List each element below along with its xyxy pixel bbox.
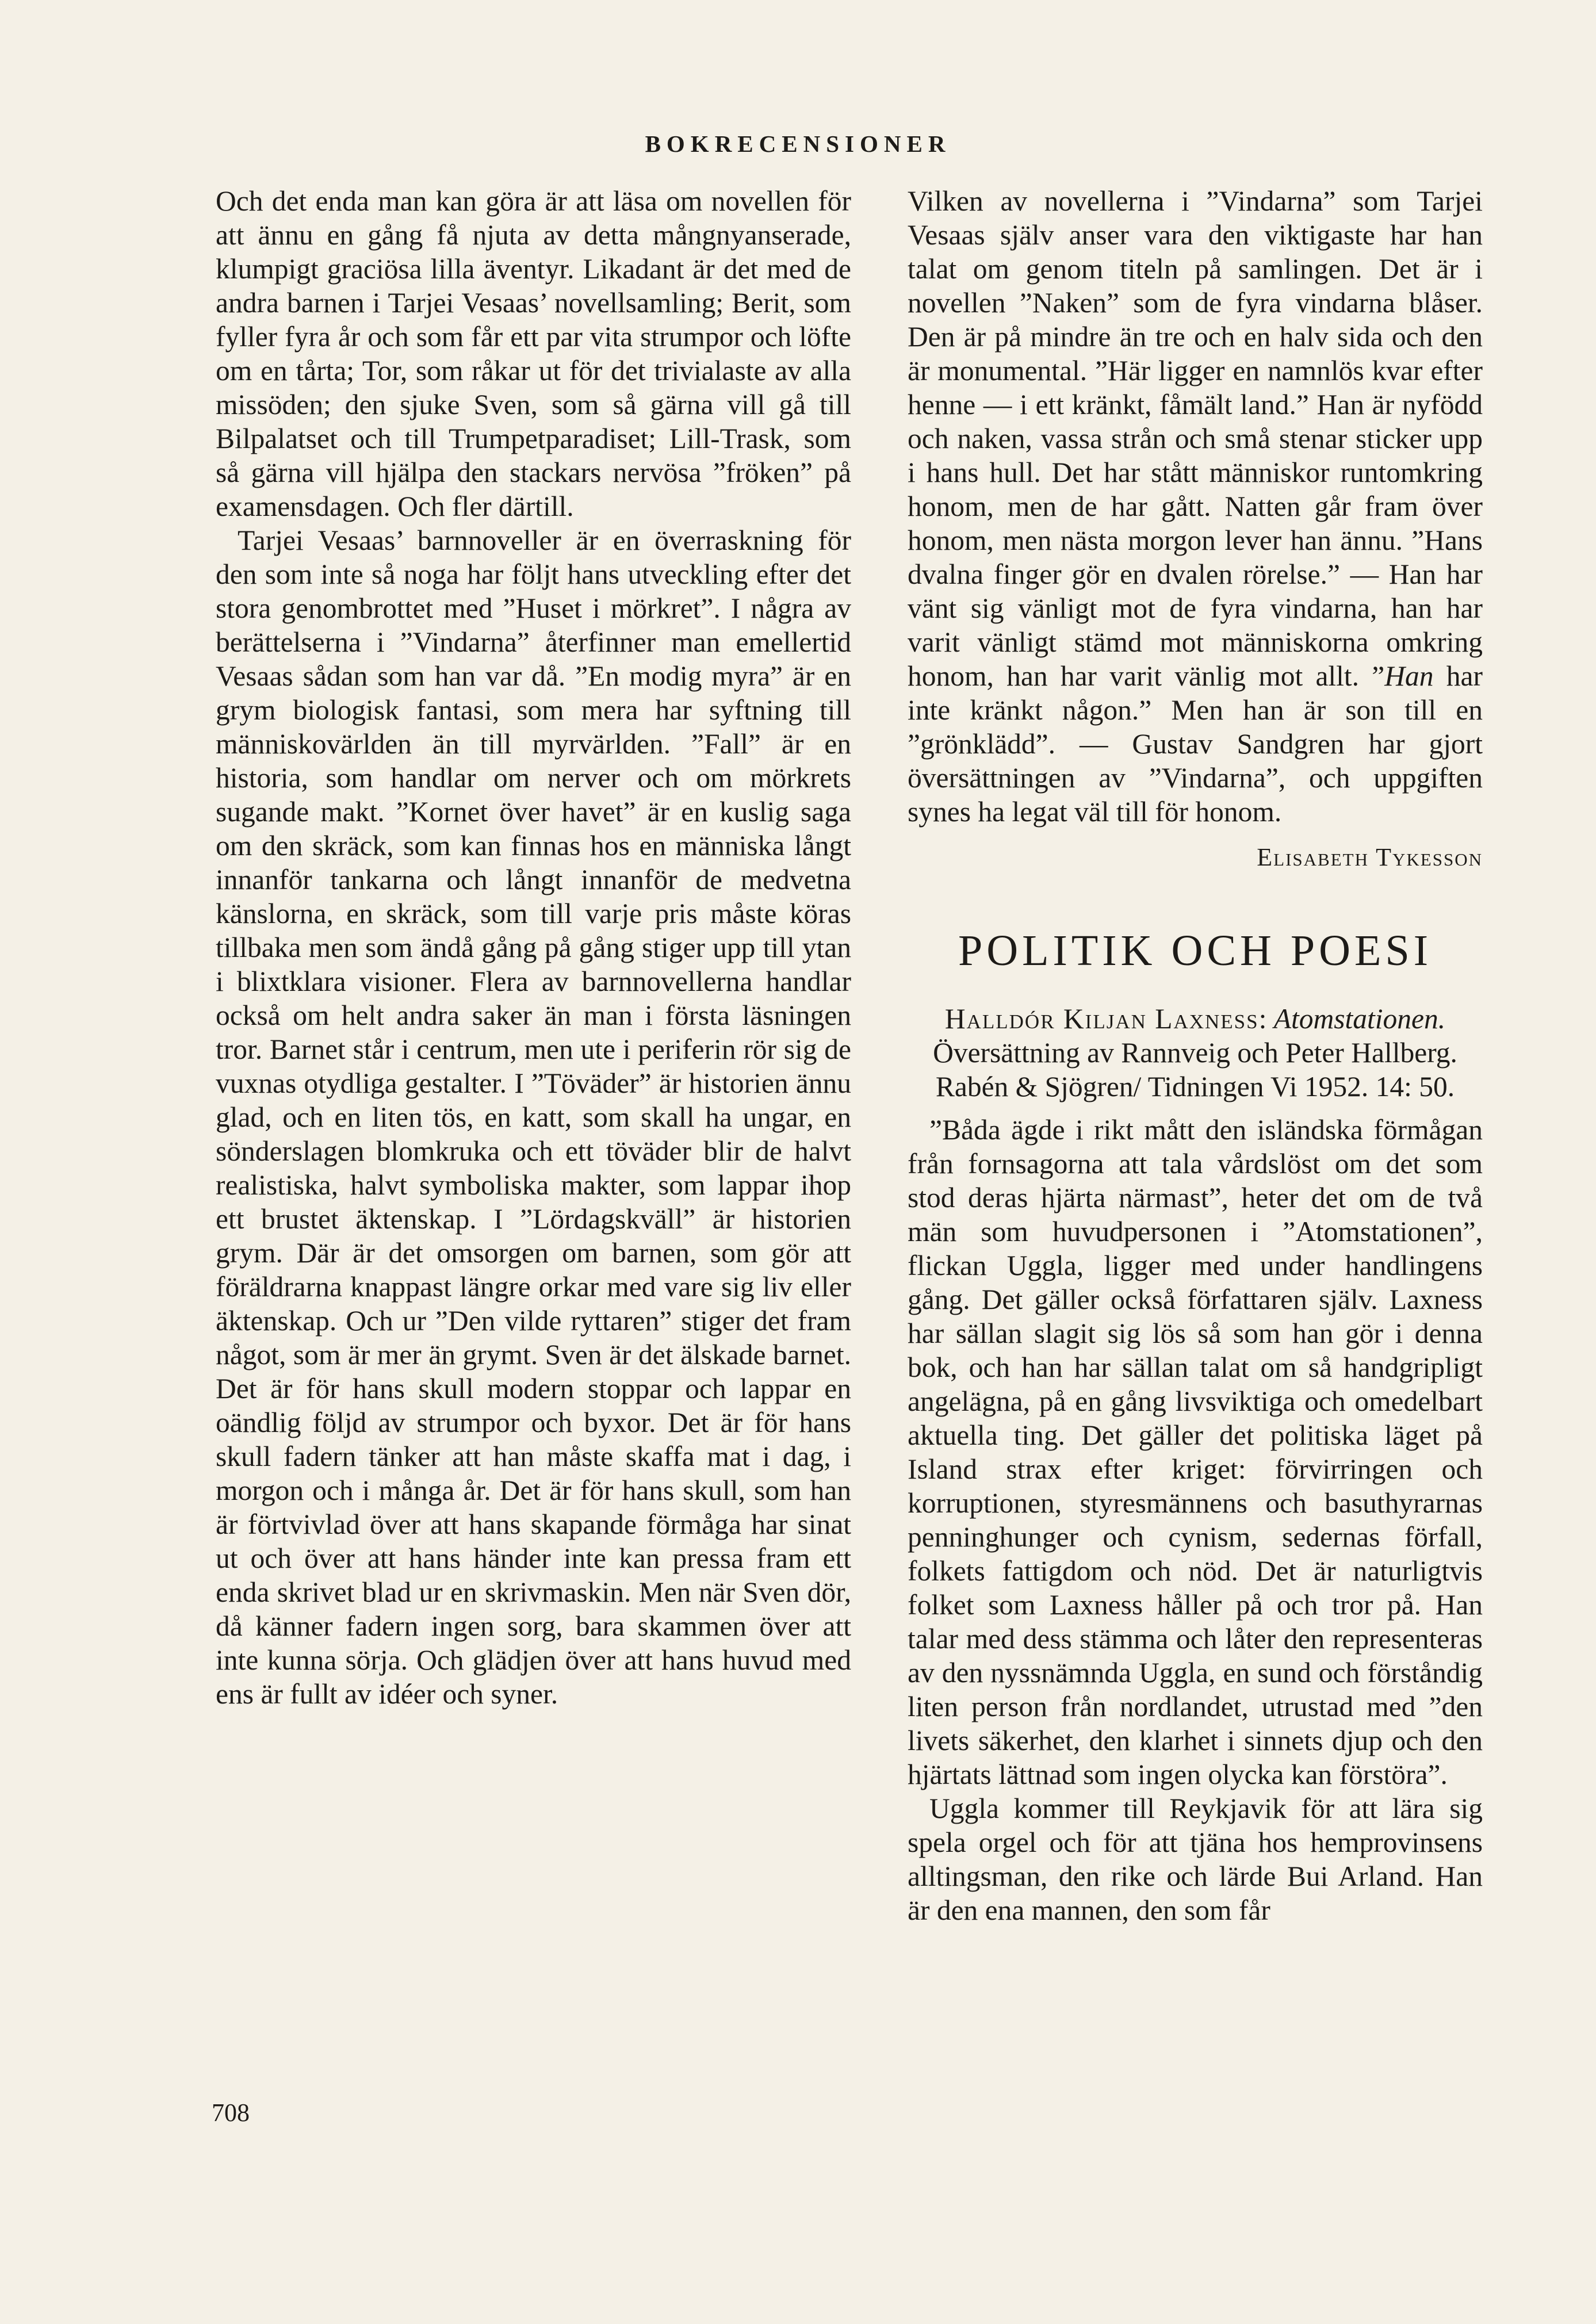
left-paragraph-1: Och det enda man kan göra är att läsa om novellen för att ännu en gång få njuta av detta mångnyanserade, klumpigt graciösa lilla äventyr. Likadant är det med de andra barnen i Tarjei Vesaas’ novellsamling; Berit, som fyller fyra år och som får ett par vita strumpor och löfte om en tårta; Tor, som råkar ut för det trivialaste av alla missöden; den sjuke Sven, som så gärna vill gå till Bilpalatset och till Trumpetparadiset; Lill-Trask, som så gärna vill hjälpa den stackars nervösa ”fröken” på examensdagen. Och fler därtill. <box>216 185 851 522</box>
book-author: Halldór Kiljan Laxness <box>944 1003 1259 1035</box>
section-title: POLITIK OCH POESI <box>958 926 1433 975</box>
right-column <box>908 184 1483 1927</box>
left-paragraph-2: Tarjei Vesaas’ barnnoveller är en överraskning för den som inte så noga har följt hans utveckling efter det stora genombrottet med ”Huset i mörkret”. I några av berättelserna i ”Vindarna” återfinner man emellertid Vesaas sådan som han var då. ”En modig myra” är en grym biologisk fantasi, som mera har syftning till människovärlden än till myrvärlden. ”Fall” är en historia, som handlar om nerver och om mörkrets sugande makt. ”Kornet över havet” är en kuslig saga om den skräck, som kan finnas hos en människa långt innanför tankarna och långt innanför de medvetna känslorna, en skräck, som till varje pris måste köras tillbaka men som ändå gång på gång stiger upp till ytan i blixtklara visioner. Flera av barnnovellerna handlar också om helt andra saker än man i första läsningen tror. Barnet står i centrum, men ute i periferin rör sig de vuxnas otydliga gestalter. I ”Töväder” är historien ännu glad, och en liten tös, en katt, som skall ha ungar, en sönderslagen blomkruka och ett töväder blir de halvt realistiska, halvt symboliska makter, som lappar ihop ett brustet äktenskap. I ”Lördagskväll” är historien grym. Där är det omsorgen om barnen, som gör att föräldrarna knappast längre orkar med vare sig liv eller äktenskap. Och ur ”Den vilde ryttaren” stiger det fram något, som är mer än grymt. Sven är det älskade barnet. Det är för hans skull modern stoppar och lappar en oändlig följd av strumpor och byxor. Det är för hans skull fadern tänker att han måste skaffa mat i dag, i morgon och i många år. Det är för hans skull, som han är förtvivlad över att hans skapande förmåga har sinat ut och över att hans händer inte kan pressa fram ett enda skrivet blad ur en skrivmaskin. Men när Sven dör, då känner fadern ingen sorg, bara skammen över att inte kunna sörja. Och glädjen över att hans huvud med ens är fullt av idéer och syner. <box>216 524 851 1710</box>
reviewer-byline: Elisabeth Tykesson <box>1257 843 1483 871</box>
review-text-end: har inte kränkt någon.” Men han är son till en ”grönklädd”. — Gustav Sandgren har gjort översättningen av ”Vindarna”, och uppgiften synes ha legat väl till för honom. <box>908 660 1483 828</box>
book-details: Översättning av Rannveig och Peter Hallberg. Rabén & Sjögren/ Tidningen Vi 1952. 14: 50. <box>933 1037 1457 1102</box>
page-header: BOKRECENSIONER <box>645 131 951 157</box>
page-number: 708 <box>212 2099 250 2127</box>
book-title: Atomstationen. <box>1273 1003 1446 1035</box>
left-column <box>216 184 851 1711</box>
book-info <box>908 1002 1483 1104</box>
book-separator: : <box>1258 1003 1274 1035</box>
right-paragraph-1 <box>908 184 1483 829</box>
right-paragraph-3: Uggla kommer till Reykjavik för att lära sig spela orgel och för att tjäna hos hemprovinsens alltingsman, den rike och lärde Bui Arland. Han är den ena mannen, den som får <box>908 1793 1483 1926</box>
emphasis: Han <box>1384 660 1434 692</box>
right-paragraph-2: ”Båda ägde i rikt mått den isländska förmågan från fornsagorna att tala vårdslöst om det som stod deras hjärta närmast”, heter det om de två män som huvudpersonen i ”Atomstationen”, flickan Uggla, ligger med under handlingens gång. Det gäller också författaren själv. Laxness har sällan slagit sig lös så som han gör i denna bok, och han har sällan talat om så handgripligt angelägna, på en gång livsviktiga och omedelbart aktuella ting. Det gäller det politiska läget på Island strax efter kriget: förvirringen och korruptionen, styresmännens och basuthyrarnas penninghunger och cynism, sedernas förfall, folkets fattigdom och nöd. Det är naturligtvis folket som Laxness håller på och tror på. Han talar med dess stämma och låter den representeras av den nyssnämnda Uggla, en sund och förståndig liten person från nordlandet, utrustad med ”den livets säkerhet, den klarhet i sinnets djup och den hjärtats lättnad som ingen olycka kan förstöra”. <box>908 1114 1483 1790</box>
review-text: Vilken av novellerna i ”Vindarna” som Tarjei Vesaas själv anser vara den viktigaste har han talat om genom titeln på samlingen. Det är i novellen ”Naken” som de fyra vindarna blåser. Den är på mindre än tre och en halv sida och den är monumental. ”Här ligger en namnlös kvar efter henne — i ett kränkt, fåmält land.” Han är nyfödd och naken, vassa strån och små stenar sticker upp i hans hull. Det har stått människor runtomkring honom, men de har gått. Natten går fram över honom, men nästa morgon lever han ännu. ”Hans dvalna finger gör en dvalen rörelse.” — Han har vänt sig vänligt mot de fyra vindarna, han har varit vänligt stämd mot människorna omkring honom, han har varit vänlig mot allt. ” <box>908 185 1483 692</box>
